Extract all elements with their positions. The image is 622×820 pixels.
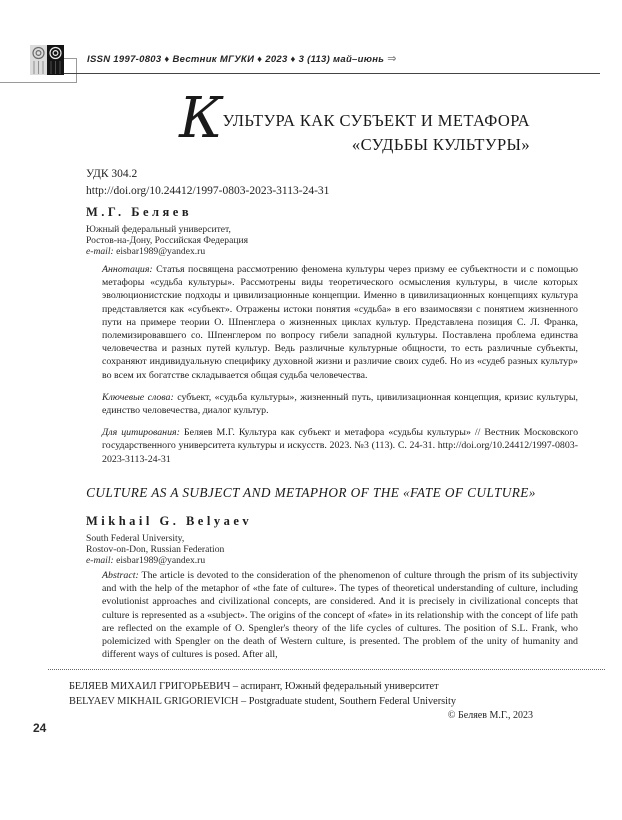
affiliation-ru-2: Ростов-на-Дону, Российская Федерация [86, 234, 249, 246]
keywords-text: субъект, «судьба культуры», жизненный путь, цивилизационная концепция, кризис культуры, единство человечества, диалог культур. [102, 391, 579, 417]
email-label-ru: e-mail: [86, 245, 114, 257]
article-title-ru [179, 86, 530, 155]
affiliation-en-1: South Federal University, [86, 533, 185, 544]
annotation-block-ru [102, 263, 578, 475]
column-capital-logo-icon [30, 45, 64, 75]
citation-paragraph [102, 426, 578, 466]
title-dropcap: К [179, 86, 220, 151]
affiliation-en-2: Rostov-on-Don, Russian Federation [86, 543, 225, 555]
page-number: 24 [33, 721, 47, 735]
abstract-label: Abstract: [102, 570, 139, 581]
email-label-en: e-mail: [86, 554, 114, 566]
annotation-text: Статья посвящена рассмотрению феномена культуры через призму ее субъектности и с помощью метафоры «судьба культуры». Рассмотрены виды теоретического осмысления культуры, в числе которых эволюционистские подходы и цивилизационные концепции. Именно в цивилизационных концепциях культура представляется как «субъект». Отражены истоки понятия «судьба» в его взаимосвязи с понятием жизненного пути на примере теории О. Шпенглера о жизненных циклах культур. Представлена позиция С. Л. Франка, полемизировавшего со. Шпенглером по вопросу гибели западной культуры. Поставлена проблема единства человечества и разных путей культур. Ведь различные культурные общности, то есть различные субъекты, сохраняют индивидуальную специфику духовной жизни и различие своих судеб. Но из «судеб разных культур» во всем их богатстве складывается общая судьба человечества. [102, 264, 578, 381]
author-name-en: Mikhail G. Belyaev [86, 514, 253, 528]
issn-text: ISSN 1997-0803 ♦ Вестник МГУКИ ♦ 2023 ♦ 3 (113) май–июнь [87, 54, 385, 65]
footer-author-info-en: BELYAEV MIKHAIL GRIGORIEVICH – Postgraduate student, Southern Federal University [69, 696, 457, 707]
citation-text: Беляев М.Г. Культура как субъект и метафора «судьбы культуры» // Вестник Московского государственного университета культуры и искусств. 2023. №3 (113). С. 24-31. http://doi.org/10.24412/1997-0803-2023-3113-24-31 [102, 427, 579, 465]
author-block-ru [86, 205, 248, 257]
udc-code: УДК 304.2 [86, 168, 138, 180]
abstract-text: The article is devoted to the consideration of the phenomenon of culture through the prism of its subjectivity and with the help of the metaphor of «the fate of culture». The types of theoretical understanding of culture, including evolutionist approaches and civilizational concepts, are considered. And it is precisely in civilizational concepts that culture is represented as a «subject». The origins of the concept of «fate» in its relationship with the concept of life path are reflected on the example of O. Spengler's theory of the life cycles of cultures. The position of S.L. Frank, who polemicized with Spengler on the death of Western culture, is presented. The problem of the unity of humanity and different ways of cultures is posed. After all, [102, 570, 578, 661]
annotation-paragraph [102, 263, 578, 382]
email-value-ru: eisbar1989@yandex.ru [116, 245, 206, 257]
author-email-ru [86, 247, 248, 258]
title-ru-line2: «СУДЬБЫ КУЛЬТУРЫ» [351, 135, 530, 154]
article-title-en: CULTURE AS A SUBJECT AND METAPHOR OF THE «FATE OF CULTURE» [86, 485, 536, 500]
footer-author-info-ru: БЕЛЯЕВ МИХАИЛ ГРИГОРЬЕВИЧ – аспирант, Южный федеральный университет [69, 681, 439, 692]
udc-doi-block [86, 166, 329, 199]
title-ru-line1-text: УЛЬТУРА КАК СУБЪЕКТ И МЕТАФОРА [222, 111, 530, 130]
author-block-en [86, 514, 252, 566]
doi-link: http://doi.org/10.24412/1997-0803-2023-3113-24-31 [86, 184, 330, 197]
abstract-paragraph [102, 569, 578, 661]
logo-bracket-top-line [63, 58, 76, 59]
copyright-line: © Беляев М.Г., 2023 [447, 710, 533, 721]
footer-dotted-rule [48, 669, 605, 670]
journal-issn-line [87, 52, 397, 65]
author-name-ru: М.Г. Беляев [86, 205, 193, 219]
abstract-block-en [102, 569, 578, 670]
email-value-en: eisbar1989@yandex.ru [116, 554, 206, 566]
affiliation-ru-1: Южный федеральный университет, [86, 224, 231, 235]
annotation-label: Аннотация: [102, 264, 153, 275]
keywords-paragraph [102, 391, 578, 417]
keywords-label: Ключевые слова: [102, 391, 174, 403]
citation-label: Для цитирования: [102, 427, 180, 439]
header-rule [33, 73, 600, 74]
double-arrow-icon: ⇒ [387, 53, 397, 65]
author-email-en [86, 556, 252, 567]
